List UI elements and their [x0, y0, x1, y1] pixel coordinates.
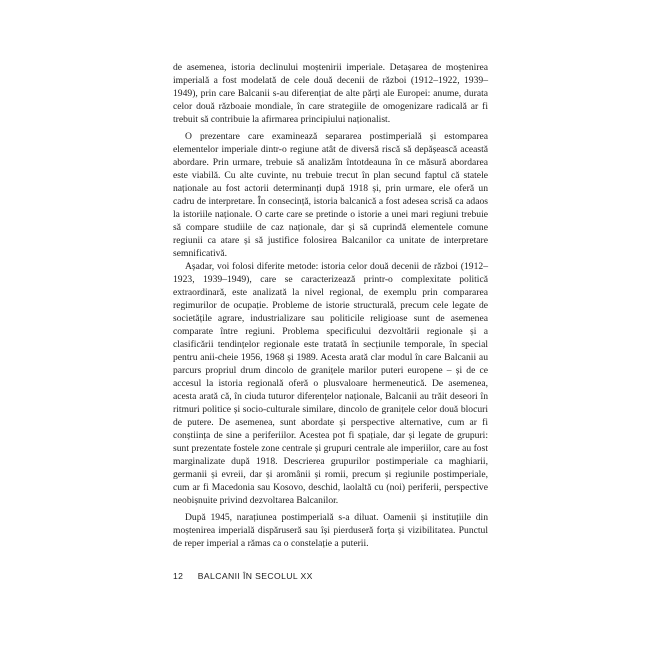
paragraph-after-1945: După 1945, narațiunea postimperială s-a diluat. Oamenii și instituțiile din moștenirea imperială dispăruseră sau își pierduseră forța și vizibilitatea. Punctul de reper imperial a rămas ca o constelație a puterii. [173, 512, 488, 549]
page-number: 12 [173, 571, 184, 581]
paragraph-methods: Așadar, voi folosi diferite metode: istoria celor două decenii de război (1912–1923, 1939–1949), care se caracterizează printr-o complexitate politică extraordinară, este analizată la nivel regional, de exemplu prin compararea regimurilor de ocupație. Probleme de istorie structurală, precum cele legate de societățile agrare, industrializare sau politicile religioase sunt de asemenea comparate între regiuni. Problema specificului dezvoltării regionale și a clasificării tendințelor regionale este tratată în secțiunile temporale, în special pentru anii-cheie 1956, 1968 și 1989. Acesta arată clar modul în care Balcanii au parcurs propriul drum dincolo de granițele marilor puteri europene – și de ce accesul la istoria regională oferă o plusvaloare hermeneutică. De asemenea, acesta arată că, în ciuda tuturor diferențelor naționale, Balcanii au trăit deseori în ritmuri politice și socio-culturale similare, dincolo de granițele celor două blocuri de putere. De asemenea, sunt abordate și perspective alternative, cum ar fi conștiința de sine a periferiilor. Acestea pot fi spațiale, dar și legate de grupuri: sunt prezentate fostele zone centrale și grupuri centrale ale imperiilor, care au fost marginalizate după 1918. Descrierea grupurilor postimperiale ca maghiarii, germanii și evreii, dar și aromânii și romii, precum și regiunile postimperiale, cum ar fi Macedonia sau Kosovo, deschid, laolaltă cu (noi) periferii, perspective neobișnuite privind dezvoltarea Balcanilor. [173, 261, 488, 506]
paragraph-approach: O prezentare care examinează separarea postimperială și estomparea elementelor imperiale dintr-o regiune atât de diversă riscă să depășească această abordare. Prin urmare, trebuie să analizăm întotdeauna în ce măsură abordarea este viabilă. Cu alte cuvinte, nu trebuie trecut în plan secund faptul că statele naționale au fost actorii determinanți după 1918 și, prin urmare, ele oferă un cadru de interpretare. În consecință, istoria balcanică a fost adesea scrisă ca adaos la istoriile naționale. O carte care se pretinde o istorie a unei mari regiuni trebuie să compare studiile de caz naționale, dar și să cuprindă elementele comune regiunii ca atare și să justifice folosirea Balcanilor ca unitate de interpretare semnificativă. [173, 131, 488, 259]
running-title: BALCANII ÎN SECOLUL XX [197, 571, 313, 581]
paragraph-continuation: de asemenea, istoria declinului moștenirii imperiale. Detașarea de moștenirea imperială a fost modelată de cele două decenii de război (1912–1922, 1939–1949), prin care Balcanii s-au diferențiat de alte părți ale Europei: anume, durata celor două războaie mondiale, în care strategiile de omogenizare radicală ar fi trebuit să contribuie la afirmarea principiului naționalist. [173, 62, 488, 125]
page-footer [173, 571, 488, 581]
body-text [173, 61, 488, 550]
